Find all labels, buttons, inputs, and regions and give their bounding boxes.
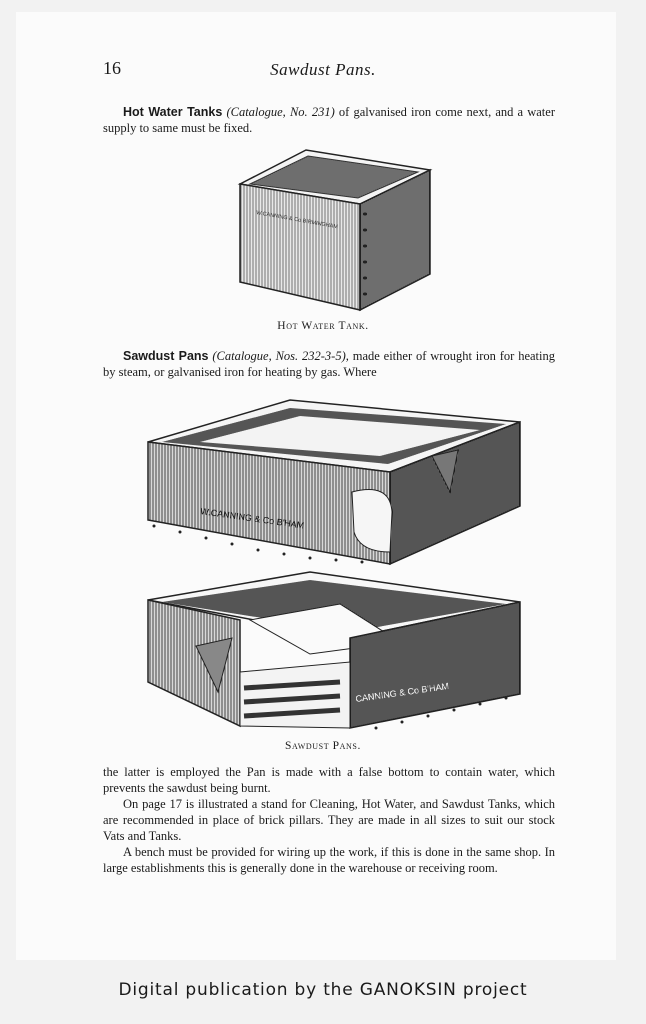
paragraph-text: made either of wrought iron for heating by steam, or galvanised iron for heating by gas. Where: [103, 349, 555, 379]
page-number: 16: [103, 58, 121, 78]
caption-sawdust-pans: Sawdust Pans.: [285, 740, 361, 752]
paragraph-text: of galvanised iron come next, and a water supply to same must be fixed.: [103, 105, 555, 135]
paragraph-continuation: the latter is employed the Pan is made with a false bottom to contain water, which prevents the sawdust being burnt.: [103, 765, 555, 795]
paragraph-hot-water-tanks: [103, 104, 555, 136]
page-header: [0, 58, 646, 78]
sawdust-pans-illustration: [140, 392, 526, 734]
hot-water-tank-illustration: [228, 142, 438, 314]
paragraph-bench: A bench must be provided for wiring up the work, if this is done in the same shop. In large establishments this is generally done in the warehouse or receiving room.: [103, 845, 555, 875]
lead-hot-water-tanks: Hot Water Tanks: [123, 105, 223, 119]
engraving-text: W.CANNING & Co B'HAM: [199, 506, 305, 531]
paragraph-stand: On page 17 is illustrated a stand for Cleaning, Hot Water, and Sawdust Tanks, which are recommended in place of brick pillars. They are made in all sizes to suit our stock Vats and Tanks.: [103, 797, 555, 843]
engraving-text: CANNING & Co B'HAM: [354, 680, 450, 704]
engraving-text: W.CANNING & Co BIRMINGHAM: [255, 210, 339, 231]
paragraph-sawdust-pans: [103, 348, 555, 380]
caption-hot-water-tank: Hot Water Tank.: [277, 320, 369, 332]
running-title: Sawdust Pans.: [270, 60, 376, 79]
lead-sawdust-pans: Sawdust Pans: [123, 349, 209, 363]
catalogue-ref-232: (Catalogue, Nos. 232-3-5),: [212, 349, 349, 363]
catalogue-ref-231: (Catalogue, No. 231): [226, 105, 335, 119]
footer-credit: Digital publication by the GANOKSIN project: [118, 980, 528, 1000]
